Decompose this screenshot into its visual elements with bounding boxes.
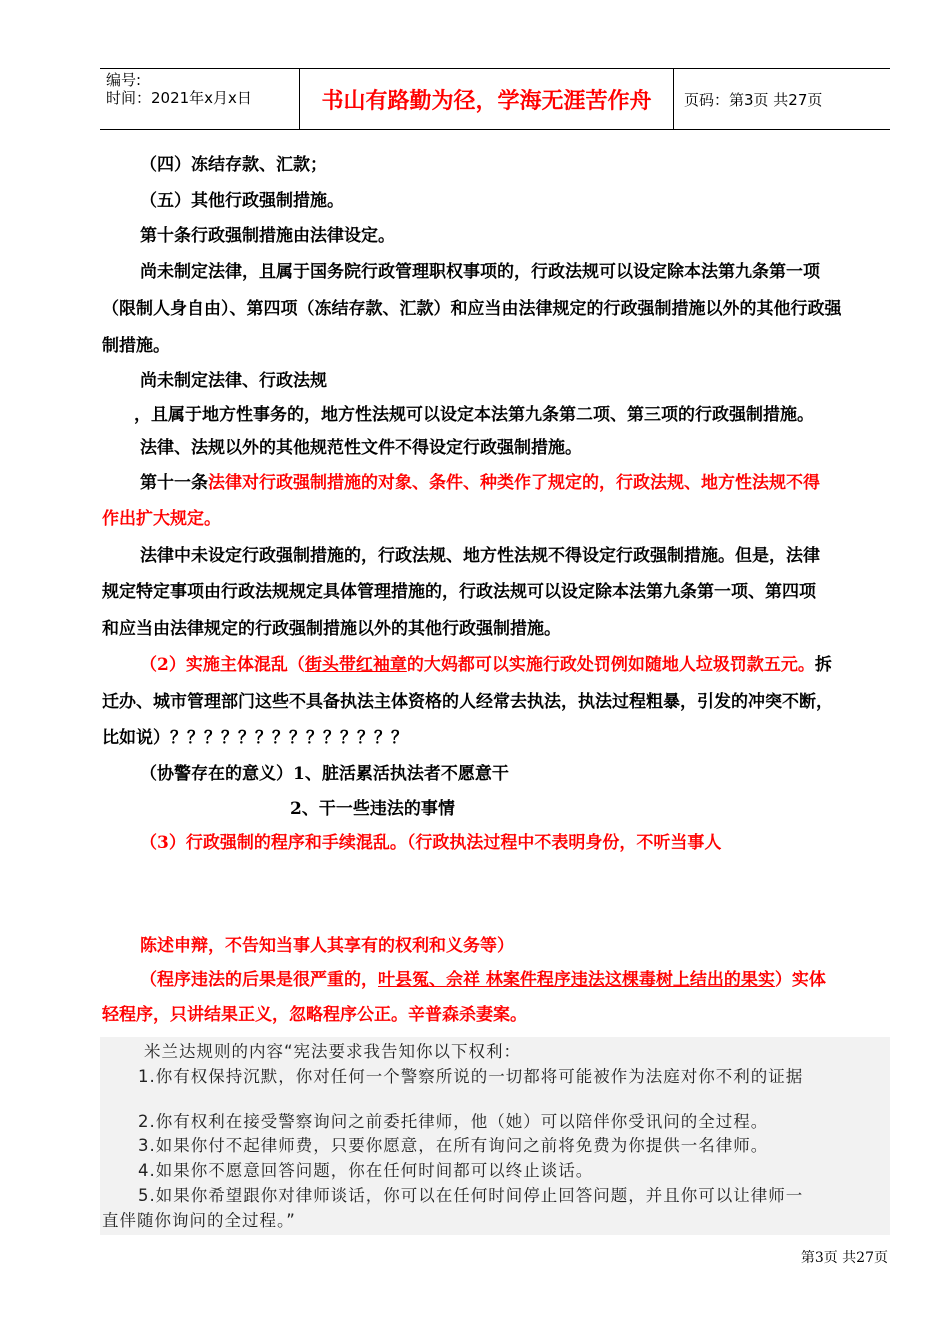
quote-line: 3.如果你付不起律师费，只要你愿意，在所有询问之前将免费为你提供一名律师。: [138, 1136, 769, 1155]
subject-chaos-line: [140, 653, 832, 677]
body-line: 法律中未设定行政强制措施的，行政法规、地方性法规不得设定行政强制措施。但是，法律: [140, 546, 820, 566]
document-number-label: 编号:: [106, 71, 142, 89]
body-line: 陈述申辩，不告知当事人其享有的权利和义务等）: [140, 936, 514, 956]
document-time-label: 时间：2021年x月x日: [106, 89, 252, 107]
quote-line: 4.如果你不愿意回答问题，你在任何时间都可以终止谈话。: [138, 1161, 594, 1180]
quote-line: 米兰达规则的内容“宪法要求我告知你以下权利：: [144, 1042, 522, 1061]
body-line: 迁办、城市管理部门这些不具备执法主体资格的人经常去执法，执法过程粗暴，引发的冲突不断，: [102, 692, 833, 712]
header-motto: 书山有路勤为径，学海无涯苦作舟: [300, 69, 674, 129]
body-line: （四）冻结存款、汇款；: [140, 155, 327, 175]
procedure-line: [140, 968, 826, 992]
red-armband-text: 街头带红袖章: [304, 655, 407, 675]
page-header: [100, 68, 890, 130]
body-line: 尚未制定法律、行政法规: [140, 371, 327, 391]
body-line: （限制人身自由）、第四项（冻结存款、汇款）和应当由法律规定的行政强制措施以外的其他行政强: [102, 299, 842, 319]
quote-line: 2.你有权利在接受警察询问之前委托律师，他（她）可以陪伴你受讯问的全过程。: [138, 1112, 769, 1131]
body-line: （3）行政强制的程序和手续混乱。（行政执法过程中不表明身份，不听当事人: [140, 833, 722, 853]
page-footer: 第3页 共27页: [800, 1250, 888, 1266]
body-line: 和应当由法律规定的行政强制措施以外的其他行政强制措施。: [102, 619, 561, 639]
article-eleven-emphasis: 法律对行政强制措施的对象、条件、种类作了规定的，行政法规、地方性法规不得: [208, 473, 820, 493]
body-line: （五）其他行政强制措施。: [140, 191, 344, 211]
subject-chaos-heading: （2）实施主体混乱（: [140, 655, 305, 675]
body-text: 拆: [814, 655, 832, 675]
body-line: 法律、法规以外的其他规范性文件不得设定行政强制措施。: [140, 438, 582, 458]
quote-line: 1.你有权保持沉默，你对任何一个警察所说的一切都将可能被作为法庭对你不利的证据: [138, 1067, 804, 1086]
body-line: 轻程序，只讲结果正义，忽略程序公正。辛普森杀妻案。: [102, 1005, 527, 1025]
article-eleven-line: [140, 471, 820, 495]
body-line: 尚未制定法律，且属于国务院行政管理职权事项的，行政法规可以设定除本法第九条第一项: [140, 262, 820, 282]
body-line: 2、干一些违法的事情: [290, 799, 455, 819]
article-eleven-label: 第十一条: [140, 473, 208, 493]
procedure-text: （程序违法的后果是很严重的，: [140, 970, 378, 990]
miranda-quote-box: [100, 1037, 890, 1235]
body-line: 第十条行政强制措施由法律设定。: [140, 226, 395, 246]
subject-chaos-example: 的大妈都可以实施行政处罚例如随地人垃圾罚款五元。: [406, 655, 815, 675]
procedure-text: ）实体: [774, 970, 826, 990]
poisonous-tree-text: 叶县冤、佘祥 林案件程序违法这棵毒树上结出的果实: [378, 970, 775, 990]
body-line: 规定特定事项由行政法规规定具体管理措施的，行政法规可以设定除本法第九条第一项、第四项: [102, 582, 816, 602]
body-line: 作出扩大规定。: [102, 509, 221, 529]
header-page-number: 页码：第3页 共27页: [684, 90, 823, 109]
body-line: ，且属于地方性事务的，地方性法规可以设定本法第九条第二项、第三项的行政强制措施。: [134, 405, 814, 425]
quote-line: 直伴随你询问的全过程。”: [102, 1211, 296, 1230]
quote-line: 5.如果你希望跟你对律师谈话，你可以在任何时间停止回答问题，并且你可以让律师一: [138, 1186, 804, 1205]
header-meta: [100, 69, 300, 129]
body-line: 比如说）？？？？？？？？？？？？？？: [102, 728, 408, 748]
body-line: 制措施。: [102, 336, 170, 356]
body-line: （协警存在的意义）1、脏活累活执法者不愿意干: [140, 764, 509, 784]
